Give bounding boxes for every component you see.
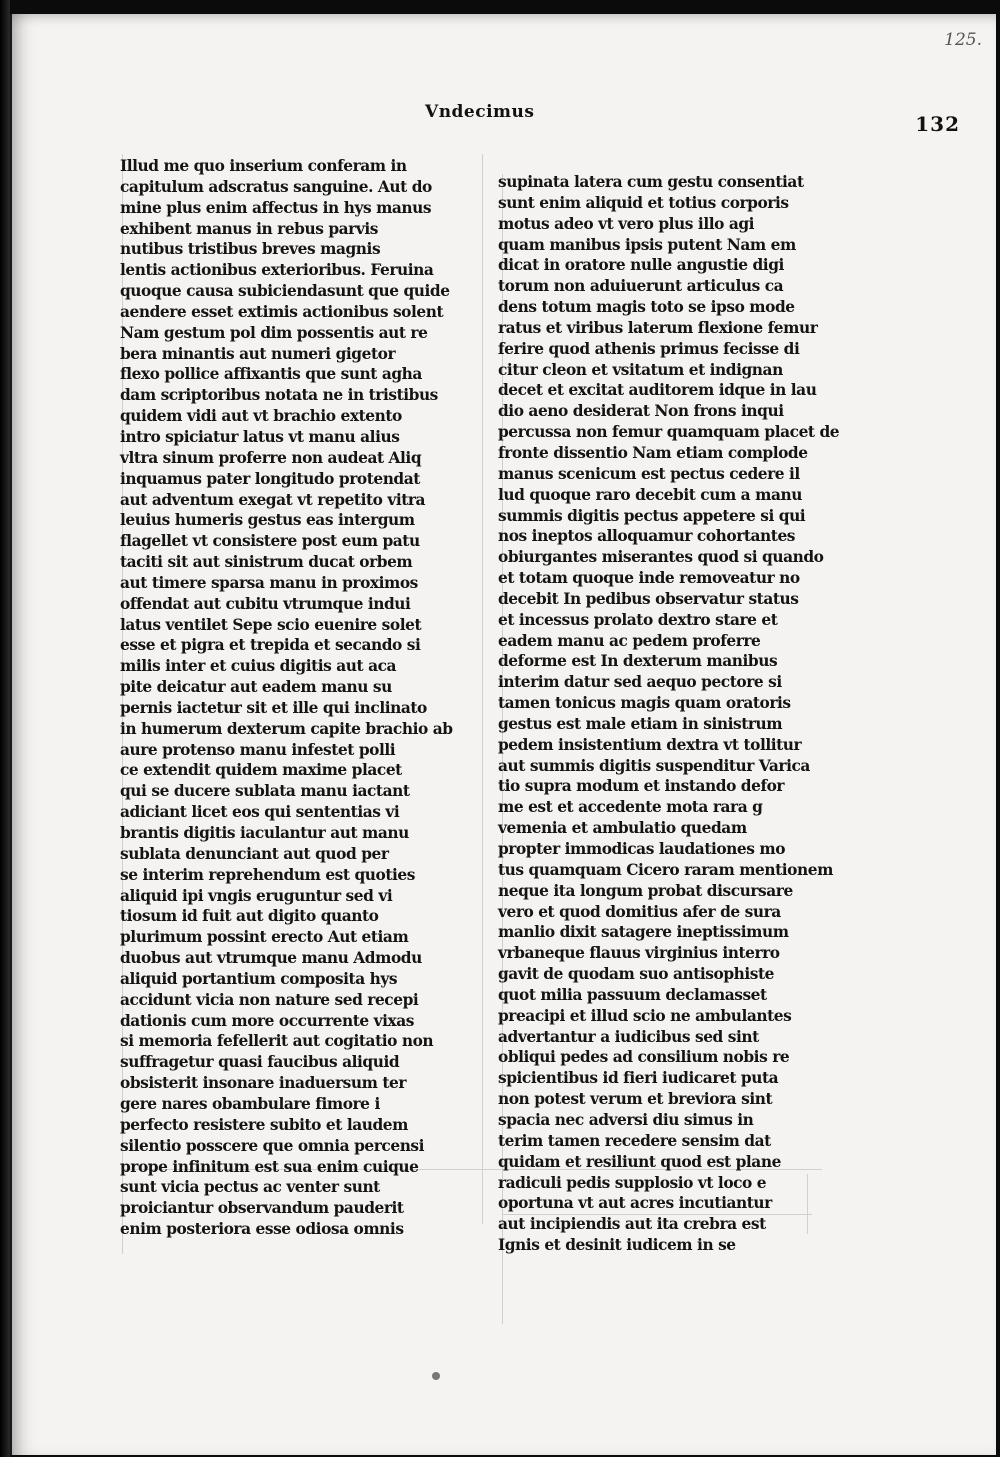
text-line: terim tamen recedere sensim dat (498, 1131, 771, 1150)
text-line: me est et accedente mota rara g (498, 798, 763, 817)
text-line: et totam quoque inde removeatur no (498, 569, 800, 588)
text-line: taciti sit aut sinistrum ducat orbem (120, 553, 413, 572)
text-line: obiurgantes miserantes quod si quando (498, 548, 824, 567)
text-line: aut summis digitis suspenditur Varica (498, 756, 810, 775)
text-line: sunt vicia pectus ac venter sunt (120, 1178, 380, 1197)
binding-gutter (0, 0, 10, 1457)
text-line: Nam gestum pol dim possentis aut re (120, 323, 428, 342)
text-line: sunt enim aliquid et totius corporis (498, 193, 789, 212)
text-line: advertantur a iudicibus sed sint (498, 1027, 759, 1046)
text-line: vrbaneque flauus virginius interro (498, 944, 780, 963)
text-line: pite deicatur aut eadem manu su (120, 678, 392, 697)
text-line: enim posteriora esse odiosa omnis (120, 1220, 404, 1239)
text-line: et incessus prolato dextro stare et (498, 610, 778, 629)
text-line: dens totum magis toto se ipso mode (498, 298, 795, 317)
text-line: quidam et resiliunt quod est plane (498, 1152, 781, 1171)
text-line: decet et excitat auditorem idque in lau (498, 381, 817, 400)
text-line: se interim reprehendum est quoties (120, 865, 415, 884)
text-line: supinata latera cum gestu consentiat (498, 173, 804, 191)
text-line: non potest verum et breviora sint (498, 1090, 773, 1109)
text-line: dationis cum more occurrente vixas (120, 1011, 414, 1030)
text-line: mine plus enim affectus in hys manus (120, 198, 432, 217)
text-line: Ignis et desinit iudicem in se (498, 1236, 736, 1255)
text-line: aut incipiendis aut ita crebra est (498, 1215, 766, 1234)
text-line: gavit de quodam suo antisophiste (498, 965, 774, 984)
text-line: nutibus tristibus breves magnis (120, 240, 381, 259)
text-line: lud quoque raro decebit cum a manu (498, 485, 802, 504)
text-line: manus scenicum est pectus cedere il (498, 464, 800, 483)
folio-number: 125. (944, 30, 982, 50)
left-text-column (120, 156, 453, 1240)
text-line: sublata denunciant aut quod per (120, 844, 389, 863)
text-line: aliquid portantium composita hys (120, 969, 398, 988)
text-line: in humerum dexterum capite brachio ab (120, 719, 453, 738)
text-line: flexo pollice affixantis que sunt agha (120, 365, 422, 384)
text-line: prope infinitum est sua enim cuique (120, 1157, 419, 1176)
text-line: plurimum possint erecto Aut etiam (120, 928, 409, 947)
text-line: vltra sinum proferre non audeat Aliq (120, 448, 422, 467)
text-line: lentis actionibus exterioribus. Feruina (120, 261, 434, 280)
text-line: latus ventilet Sepe scio euenire solet (120, 615, 422, 634)
text-line: milis inter et cuius digitis aut aca (120, 657, 397, 676)
text-line: citur cleon et vsitatum et indignan (498, 360, 783, 379)
text-line: dio aeno desiderat Non frons inqui (498, 402, 784, 421)
text-line: suffragetur quasi faucibus aliquid (120, 1053, 400, 1072)
text-line: qui se ducere sublata manu iactant (120, 782, 410, 801)
text-line: aut adventum exegat vt repetito vitra (120, 490, 426, 509)
text-line: tio supra modum et instando defor (498, 777, 785, 796)
text-line: radiculi pedis supplosio vt loco e (498, 1173, 767, 1192)
ruling-line (482, 154, 483, 1224)
text-line: brantis digitis iaculantur aut manu (120, 824, 409, 842)
ink-spot (432, 1372, 440, 1380)
text-line: proiciantur observandum pauderit (120, 1199, 404, 1218)
running-head: Vndecimus (425, 102, 535, 122)
text-line: dicat in oratore nulle angustie digi (498, 256, 784, 275)
text-line: gestus est male etiam in sinistrum (498, 714, 783, 733)
text-line: motus adeo vt vero plus illo agi (498, 214, 755, 233)
text-line: interim datur sed aequo pectore si (498, 673, 782, 692)
text-line: tus quamquam Cicero raram mentionem (498, 860, 833, 879)
text-line: torum non aduiuerunt articulus ca (498, 277, 784, 296)
text-line: eadem manu ac pedem proferre (498, 631, 761, 650)
text-line: exhibent manus in rebus parvis (120, 219, 378, 238)
text-line: obsisterit insonare inaduersum ter (120, 1074, 406, 1093)
text-line: tiosum id fuit aut digito quanto (120, 907, 379, 926)
text-line: deforme est In dexterum manibus (498, 652, 778, 671)
text-line: Illud me quo inserium conferam in (120, 157, 407, 175)
text-line: gere nares obambulare fimore i (120, 1094, 380, 1113)
text-line: nos ineptos alloquamur cohortantes (498, 527, 795, 546)
text-line: accidunt vicia non nature sed recepi (120, 990, 419, 1009)
text-line: spacia nec adversi diu simus in (498, 1110, 754, 1129)
text-line: tamen tonicus magis quam oratoris (498, 694, 791, 713)
text-line: leuius humeris gestus eas intergum (120, 511, 415, 530)
text-line: flagellet vt consistere post eum patu (120, 532, 420, 551)
text-line: fronte dissentio Nam etiam complode (498, 443, 808, 462)
text-line: esse et pigra et trepida et secando si (120, 636, 421, 655)
text-line: aendere esset extimis actionibus solent (120, 302, 444, 321)
text-line: ferire quod athenis primus fecisse di (498, 339, 800, 358)
text-line: quam manibus ipsis putent Nam em (498, 235, 796, 254)
text-line: pedem insistentium dextra vt tollitur (498, 735, 802, 754)
text-line: vemenia et ambulatio quedam (498, 819, 747, 838)
text-line: aliquid ipi vngis eruguntur sed vi (120, 886, 393, 905)
text-line: decebit In pedibus observatur status (498, 589, 799, 608)
text-line: adiciant licet eos qui sententias vi (120, 803, 400, 822)
text-line: quot milia passuum declamasset (498, 985, 767, 1004)
text-line: si memoria fefellerit aut cogitatio non (120, 1032, 434, 1051)
right-text-column (498, 172, 840, 1256)
text-line: bera minantis aut numeri gigetor (120, 344, 396, 363)
text-line: inquamus pater longitudo protendat (120, 469, 420, 488)
text-line: manlio dixit satagere ineptissimum (498, 923, 789, 942)
text-line: neque ita longum probat discursare (498, 881, 793, 900)
text-line: oportuna vt aut acres incutiantur (498, 1194, 772, 1213)
text-line: preacipi et illud scio ne ambulantes (498, 1006, 792, 1025)
text-line: obliqui pedes ad consilium nobis re (498, 1048, 790, 1067)
text-line: aut timere sparsa manu in proximos (120, 573, 418, 592)
text-line: propter immodicas laudationes mo (498, 840, 786, 858)
text-line: duobus aut vtrumque manu Admodu (120, 949, 422, 968)
text-line: ratus et viribus laterum flexione femur (498, 318, 818, 337)
text-line: offendat aut cubitu vtrumque indui (120, 594, 411, 613)
text-line: aure protenso manu infestet polli (120, 740, 396, 759)
text-line: dam scriptoribus notata ne in tristibus (120, 386, 438, 405)
text-line: summis digitis pectus appetere si qui (498, 506, 806, 525)
quire-mark: 132 (915, 112, 960, 136)
text-line: vero et quod domitius afer de sura (498, 902, 781, 921)
text-line: percussa non femur quamquam placet de (498, 423, 840, 442)
text-line: quoque causa subiciendasunt que quide (120, 282, 450, 301)
text-line: quidem vidi aut vt brachio extento (120, 407, 402, 426)
text-line: perfecto resistere subito et laudem (120, 1115, 408, 1134)
text-line: intro spiciatur latus vt manu alius (120, 427, 400, 446)
text-line: spicientibus id fieri iudicaret puta (498, 1069, 779, 1088)
text-line: ce extendit quidem maxime placet (120, 761, 402, 780)
text-line: silentio posscere que omnia percensi (120, 1136, 425, 1155)
text-line: pernis iactetur sit et ille qui inclinato (120, 698, 427, 717)
text-line: capitulum adscratus sanguine. Aut do (120, 177, 432, 196)
